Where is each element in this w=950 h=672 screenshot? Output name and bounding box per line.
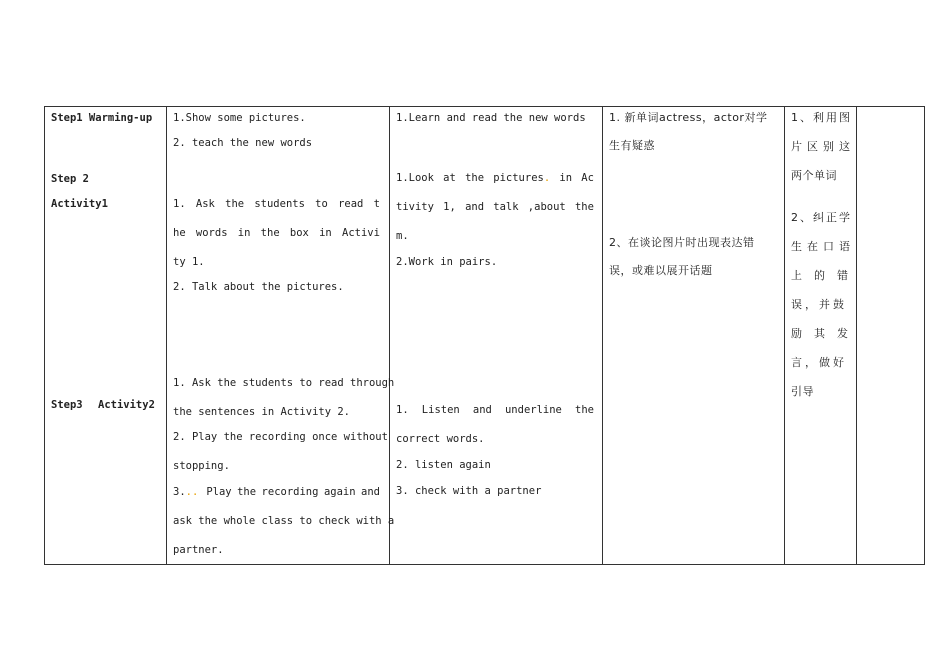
student-line: 1.Look at the pictures. in Ac bbox=[396, 172, 594, 184]
activity2-label: Activity2 bbox=[98, 399, 155, 411]
solution-line: 片区别这 bbox=[791, 140, 855, 153]
student-line: 2.Work in pairs. bbox=[396, 256, 498, 268]
teacher-line: 3. .. Play the recording again and bbox=[173, 486, 380, 498]
solution-line: 言，做好 bbox=[791, 356, 847, 369]
teacher-line: 1. Ask the students to read t bbox=[173, 198, 380, 210]
solution-line: 两个单词 bbox=[791, 169, 837, 182]
solution-line: 励其发 bbox=[791, 327, 860, 340]
teacher-line: 2. Talk about the pictures. bbox=[173, 281, 344, 293]
lesson-plan-table bbox=[44, 106, 925, 565]
highlight-mark: .. bbox=[185, 486, 199, 498]
teacher-line: 2. Play the recording once without bbox=[173, 431, 388, 443]
solution-line: 误，并鼓 bbox=[791, 298, 847, 311]
problem-line: 2、在谈论图片时出现表达错 bbox=[609, 236, 755, 249]
solution-line: 1、利用图 bbox=[791, 111, 852, 124]
student-activities-column bbox=[390, 107, 603, 565]
teacher-line: 1. Ask the students to read through bbox=[173, 377, 395, 389]
steps-column bbox=[45, 107, 167, 565]
table-row bbox=[45, 107, 925, 565]
student-line: m. bbox=[396, 230, 409, 242]
solution-line: 上的错 bbox=[791, 269, 860, 282]
teacher-line: stopping. bbox=[173, 460, 230, 472]
problem-line: 1. 新单词actress，actor对学 bbox=[609, 111, 768, 124]
step3-label: Step3 bbox=[51, 399, 83, 411]
teacher-activities-column bbox=[167, 107, 395, 565]
student-line: 3. check with a partner bbox=[396, 485, 542, 497]
teacher-line: 2. teach the new words bbox=[173, 137, 313, 149]
teacher-line: partner. bbox=[173, 544, 224, 556]
highlight-mark: . bbox=[543, 172, 551, 184]
activity1-label: Activity1 bbox=[51, 198, 108, 210]
teacher-line: ty 1. bbox=[173, 256, 205, 268]
student-line: correct words. bbox=[396, 433, 485, 445]
step2-label: Step 2 bbox=[51, 173, 89, 185]
solution-line: 2、纠正学 bbox=[791, 211, 852, 224]
teacher-line: 1.Show some pictures. bbox=[173, 112, 306, 124]
empty-column bbox=[857, 107, 925, 565]
teacher-line: he words in the box in Activi bbox=[173, 227, 380, 239]
student-line: 1.Learn and read the new words bbox=[396, 112, 586, 124]
teacher-line: ask the whole class to check with a bbox=[173, 515, 395, 527]
solution-line: 引导 bbox=[791, 385, 814, 398]
solution-line: 生在口语 bbox=[791, 240, 855, 253]
student-line: 1. Listen and underline the bbox=[396, 404, 594, 416]
solutions-column bbox=[785, 107, 860, 565]
step1-label: Step1 Warming-up bbox=[51, 112, 153, 124]
teacher-line: the sentences in Activity 2. bbox=[173, 406, 351, 418]
problems-column bbox=[603, 107, 785, 565]
problem-line: 生有疑惑 bbox=[609, 139, 655, 152]
student-line: 2. listen again bbox=[396, 459, 491, 471]
student-line: tivity 1, and talk ,about the bbox=[396, 201, 594, 213]
problem-line: 误，或难以展开话题 bbox=[609, 264, 713, 277]
